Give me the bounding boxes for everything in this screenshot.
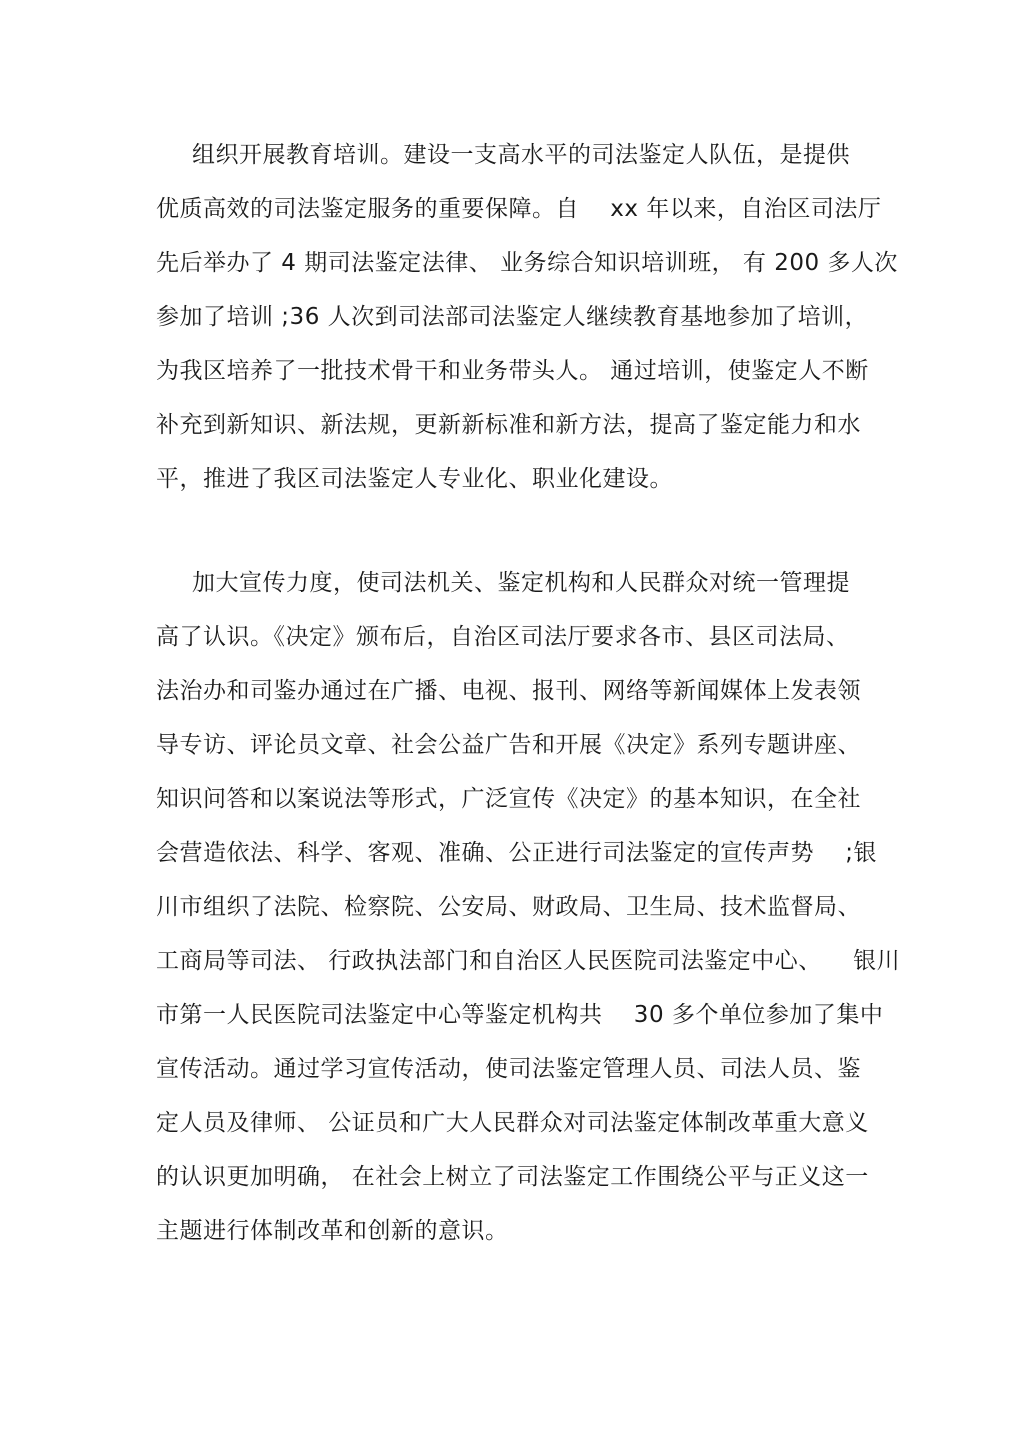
paragraph-line: 参加了培训 ;36 人次到司法部司法鉴定人继续教育基地参加了培训， — [156, 304, 869, 330]
paragraph-education-training — [156, 128, 898, 506]
paragraph-line: 市第一人民医院司法鉴定中心等鉴定机构共 30 多个单位参加了集中 — [156, 1002, 884, 1028]
paragraph-line: 的认识更加明确， 在社会上树立了司法鉴定工作围绕公平与正义这一 — [156, 1164, 869, 1190]
paragraph-line: 会营造依法、科学、客观、准确、公正进行司法鉴定的宣传声势 ;银 — [156, 840, 878, 866]
paragraph-line: 组织开展教育培训。建设一支高水平的司法鉴定人队伍，是提供 — [192, 142, 850, 168]
paragraph-line: 法治办和司鉴办通过在广播、电视、报刊、网络等新闻媒体上发表领 — [156, 678, 861, 704]
paragraph-line: 宣传活动。通过学习宣传活动，使司法鉴定管理人员、司法人员、鉴 — [156, 1056, 861, 1082]
paragraph-publicity — [156, 556, 901, 1258]
paragraph-line: 高了认识。《决定》颁布后，自治区司法厅要求各市、县区司法局、 — [156, 624, 850, 650]
paragraph-line: 川市组织了法院、检察院、公安局、财政局、卫生局、技术监督局、 — [156, 894, 861, 920]
paragraph-line: 优质高效的司法鉴定服务的重要保障。自 xx 年以来，自治区司法厅 — [156, 196, 882, 222]
paragraph-line: 导专访、评论员文章、社会公益广告和开展《决定》系列专题讲座、 — [156, 732, 861, 758]
paragraph-line: 补充到新知识、新法规，更新新标准和新方法，提高了鉴定能力和水 — [156, 412, 861, 438]
paragraph-line: 为我区培养了一批技术骨干和业务带头人。 通过培训，使鉴定人不断 — [156, 358, 869, 384]
paragraph-line: 先后举办了 4 期司法鉴定法律、 业务综合知识培训班， 有 200 多人次 — [156, 250, 898, 276]
paragraph-line: 加大宣传力度，使司法机关、鉴定机构和人民群众对统一管理提 — [192, 570, 850, 596]
paragraph-line: 主题进行体制改革和创新的意识。 — [156, 1218, 509, 1244]
paragraph-line: 平，推进了我区司法鉴定人专业化、职业化建设。 — [156, 466, 673, 492]
paragraph-line: 知识问答和以案说法等形式，广泛宣传《决定》的基本知识，在全社 — [156, 786, 861, 812]
paragraph-line: 工商局等司法、 行政执法部门和自治区人民医院司法鉴定中心、 银川 — [156, 948, 901, 974]
paragraph-line: 定人员及律师、 公证员和广大人民群众对司法鉴定体制改革重大意义 — [156, 1110, 869, 1136]
